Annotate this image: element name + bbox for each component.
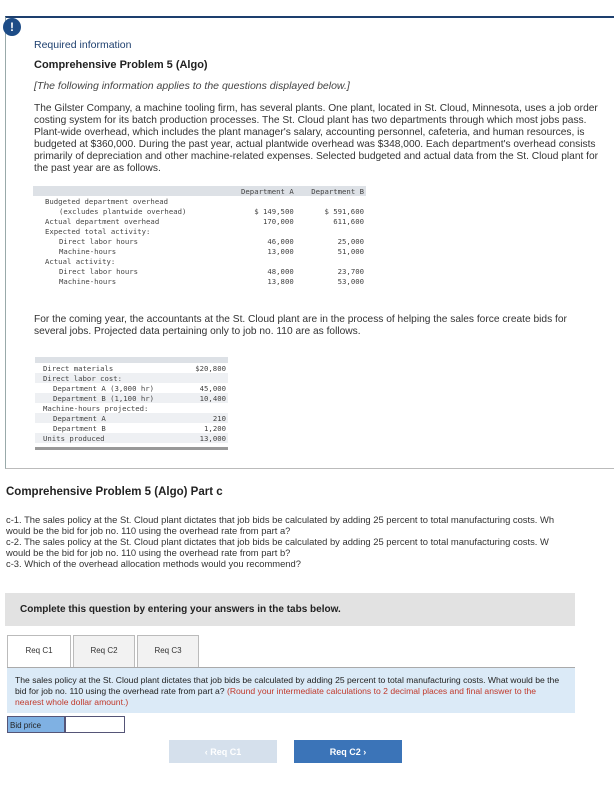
table-row [35, 373, 228, 383]
table-row [33, 256, 366, 266]
row-label: Department A (3,000 hr) [53, 383, 155, 393]
question-c2: c-2. The sales policy at the St. Cloud plant dictates that job bids be calculated by adding 25 percent to total manufacturing costs. W [6, 536, 549, 547]
prompt-text: The sales policy at the St. Cloud plant dictates that job bids be calculated by adding 25 percent to total manufacturing costs. What would be the bid for job no. 110 using the overhead rate from part a? [15, 675, 560, 696]
row-label: Machine-hours projected: [43, 403, 149, 413]
table-bottom-rule [35, 443, 228, 449]
tab-req-c1[interactable]: Req C1 [7, 635, 71, 668]
cell-value: 51,000 [337, 246, 364, 256]
table-row [33, 206, 366, 216]
cell-value: 53,000 [337, 276, 364, 286]
cell-value: 46,000 [267, 236, 294, 246]
table-row [33, 216, 366, 226]
table-row [35, 383, 228, 393]
row-label: Department B (1,100 hr) [35, 393, 185, 403]
table-row [35, 360, 228, 373]
table-row [35, 423, 228, 433]
row-label: Direct labor hours [59, 266, 139, 276]
row-label: Actual activity: [45, 256, 116, 266]
info-note: [The following information applies to the questions displayed below.] [34, 80, 350, 92]
cell-value: 10,400 [185, 393, 228, 403]
table-row [33, 226, 366, 236]
cell-value: 13,800 [267, 276, 294, 286]
cell-value [296, 196, 366, 206]
cell-value: 170,000 [262, 216, 294, 226]
table-row [35, 433, 228, 443]
cell-value: $ 149,500 [254, 206, 294, 216]
problem-title: Comprehensive Problem 5 (Algo) [34, 59, 208, 71]
cell-value [225, 256, 295, 266]
table-row [33, 276, 366, 286]
cell-value: 25,000 [337, 236, 364, 246]
row-label: Department B [53, 423, 106, 433]
table-row [35, 393, 228, 403]
row-label: Machine-hours [59, 246, 117, 256]
table-row [33, 236, 366, 246]
row-label: Direct materials [35, 360, 185, 373]
cell-value: 13,000 [185, 433, 228, 443]
question-c1: c-1. The sales policy at the St. Cloud plant dictates that job bids be calculated by adding 25 percent to total manufacturing costs. Wh [6, 514, 555, 525]
question-prompt [7, 667, 575, 713]
next-req-c2-button[interactable]: Req C2 › [294, 740, 402, 763]
table-row [35, 403, 228, 413]
row-label: Actual department overhead [45, 216, 160, 226]
cell-value: 23,700 [337, 266, 364, 276]
col-dept-a: Department A [225, 186, 295, 196]
tab-req-c2[interactable]: Req C2 [73, 635, 135, 668]
table-row [33, 246, 366, 256]
bid-price-label: Bid price [7, 716, 65, 733]
cell-value: 611,600 [333, 216, 364, 226]
job-110-table [35, 357, 228, 450]
table-row [33, 196, 366, 206]
cell-value: 45,000 [199, 383, 226, 393]
cell-value [185, 403, 228, 413]
cell-value [296, 256, 366, 266]
question-c1-cont: would be the bid for job no. 110 using the overhead rate from part a? [6, 525, 291, 536]
overhead-data-table [33, 186, 366, 286]
question-c2-cont: would be the bid for job no. 110 using the overhead rate from part b? [6, 547, 291, 558]
cell-value: 48,000 [267, 266, 294, 276]
questions [6, 514, 610, 569]
cell-value [296, 226, 366, 236]
cell-value: 1,200 [204, 423, 226, 433]
job-paragraph: For the coming year, the accountants at the St. Cloud plant are in the process of helping the sales force create bids for several jobs. Projected data pertaining only to job no. 110 are as follows. [34, 314, 567, 337]
alert-icon: ! [3, 18, 21, 36]
row-label: Machine-hours [59, 276, 117, 286]
row-label: Expected total activity: [45, 226, 151, 236]
required-label: Required information [34, 39, 132, 51]
question-c3: c-3. Which of the overhead allocation methods would you recommend? [6, 558, 301, 569]
cell-value [225, 196, 295, 206]
row-label: Units produced [35, 433, 185, 443]
row-label: Direct labor hours [59, 236, 139, 246]
cell-value [185, 373, 228, 383]
cell-value: 13,000 [267, 246, 294, 256]
part-title: Comprehensive Problem 5 (Algo) Part c [6, 486, 223, 498]
col-dept-b: Department B [296, 186, 366, 196]
prev-req-c1-button[interactable]: ‹ Req C1 [169, 740, 277, 763]
cell-value: 210 [185, 413, 228, 423]
row-label: Budgeted department overhead [45, 196, 169, 206]
cell-value: $ 591,600 [324, 206, 364, 216]
intro-paragraph: The Gilster Company, a machine tooling firm, has several plants. One plant, located in St. Cloud, Minnesota, uses a job order costing system for its batch production processes. The St. Cloud plant has two departments through which most jobs pass. Plant-wide overhead, which includes the plant manager's salary, accounting personnel, cafeteria, and human resources, is budgeted at $360,000. During the past year, actual plantwide overhead was $348,000. Each department's overhead consists primarily of depreciation and other machine-related expenses. Selected budgeted and actual data from the St. Cloud plant for the past year are as follows. [34, 103, 599, 174]
row-label: Department A [35, 413, 185, 423]
table-row [35, 413, 228, 423]
rounding-hint: (Round your intermediate calculations to 2 decimal places and final answer to the nearest whole dollar amount.) [15, 686, 537, 707]
cell-value [225, 226, 295, 236]
instruction-banner: Complete this question by entering your answers in the tabs below. [5, 593, 575, 626]
table-row [33, 266, 366, 276]
row-label: (excludes plantwide overhead) [59, 206, 187, 216]
bid-price-input[interactable] [65, 716, 125, 733]
cell-value: $20,800 [185, 360, 228, 373]
row-label: Direct labor cost: [35, 373, 185, 383]
tab-req-c3[interactable]: Req C3 [137, 635, 199, 668]
